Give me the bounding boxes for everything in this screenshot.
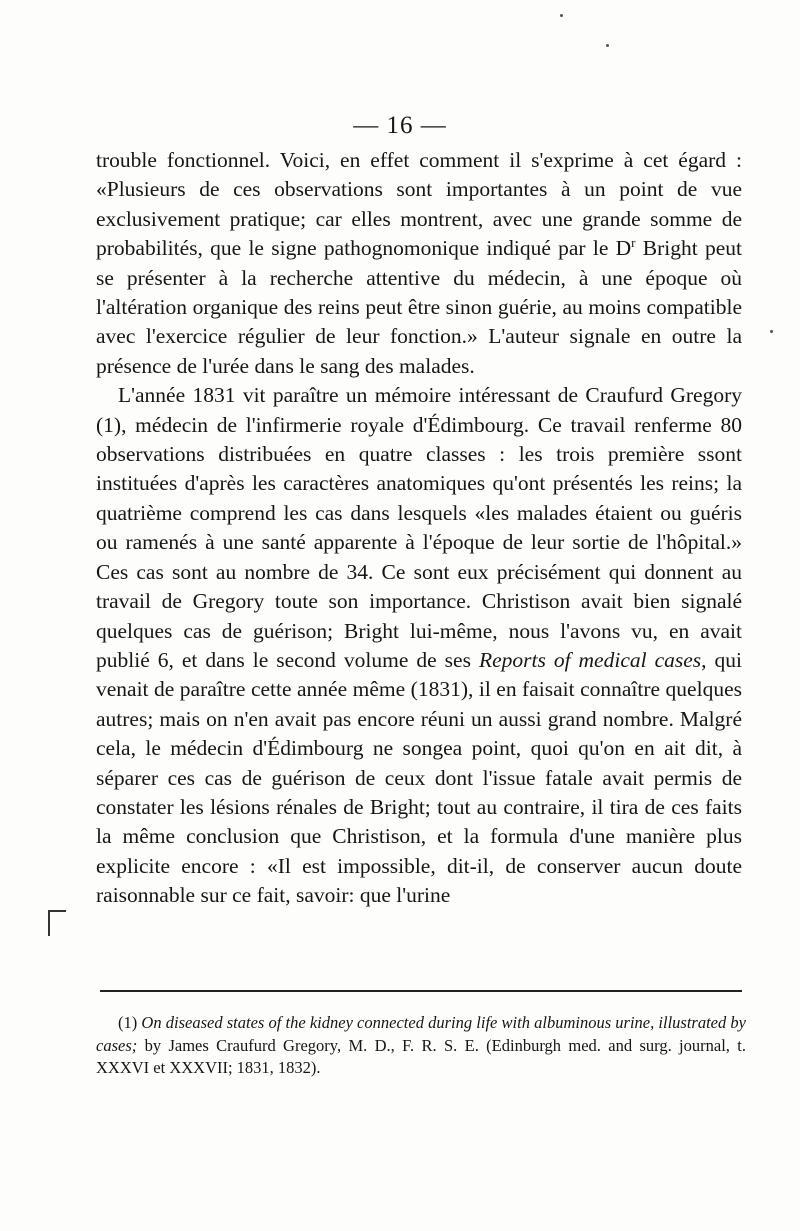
margin-bracket-mark [48, 910, 66, 936]
paragraph-1 [96, 146, 742, 381]
paragraph-1-text-a: trouble fonctionnel. Voici, en effet comment il s'exprime à cet égard : «Plusieurs de ces observations sont importantes à un point de vue exclusivement pratique; car elles montrent, avec une grande somme de probabilités, que le signe pathognomonique indiqué par le D [96, 148, 742, 261]
paragraph-2-italic-title: Reports of medical cases [478, 647, 702, 672]
body-text [96, 146, 742, 911]
footnote-paragraph [96, 1012, 746, 1080]
footnote-italic-title: On diseased states of the kidney connected during life with albuminous urine, illustrated by cases; [96, 1013, 747, 1055]
footnote [96, 1012, 746, 1080]
footnote-text: by James Craufurd Gregory, M. D., F. R. S. E. (Edinburgh med. and surg. journal, t. XXXVI et XXXVII; 1831, 1832). [96, 1035, 746, 1077]
footnote-separator-rule [100, 990, 742, 992]
paragraph-2-text-b: , qui venait de paraître cette année même (1831), il en faisait connaître quelques autres; mais on n'en avait pas encore réuni un aussi grand nombre. Malgré cela, le médecin d'Édimbourg ne songea point, quoi qu'on en ait dit, à séparer ces cas de guérison de ceux dont l'issue fatale avait permis de constater les lésions rénales de Bright; tout au contraire, il tira de ces faits la même conclusion que Christison, et la formula d'une manière plus explicite encore : «Il est impossible, dit-il, de conserver aucun doute raisonnable sur ce fait, savoir: que l'urine [96, 647, 742, 908]
page-number: — 16 — [353, 112, 447, 139]
paragraph-2-text-a: L'année 1831 vit paraître un mémoire intéressant de Craufurd Gregory (1), médecin de l'infirmerie royale d'Édimbourg. Ce travail renferme 80 observations distribuées en quatre classes : les trois première ssont instituées d'après les caractères anatomiques qu'ont présentés les reins; la quatrième comprend les cas dans lesquels «les malades étaient ou guéris ou ramenés à une santé apparente à l'époque de leur sortie de l'hôpital.» Ces cas sont au nombre de 34. Ce sont eux précisément qui donnent au travail de Gregory toute son importance. Christison avait bien signalé quelques cas de guérison; Bright lui-même, nous l'avons vu, en avait publié 6, et dans le second volume de ses [96, 383, 742, 672]
paper-speck [606, 44, 609, 47]
paper-speck [770, 330, 773, 333]
paragraph-2 [96, 381, 742, 910]
paragraph-1-text-b: Bright peut se présenter à la recherche attentive du médecin, à une époque où l'altération organique des reins peut être sinon guérie, au moins compatible avec l'exercice régulier de leur fonction.» L'auteur signale en outre la présence de l'urée dans le sang des malades. [96, 236, 742, 378]
paper-speck [560, 14, 563, 17]
footnote-marker: (1) [118, 1013, 138, 1032]
paragraph-1-superscript: r [631, 235, 636, 251]
